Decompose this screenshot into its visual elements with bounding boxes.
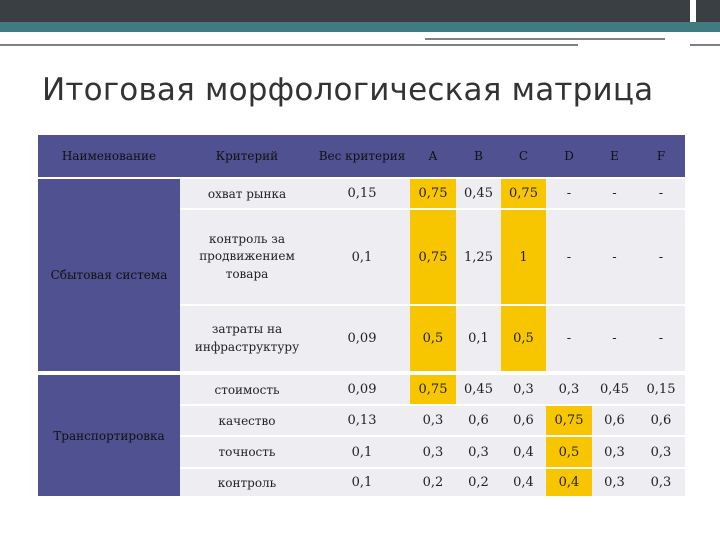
- value-cell-f: 0,3: [637, 468, 685, 496]
- value-cell-f: 0,3: [637, 436, 685, 468]
- value-cell-b: 0,6: [456, 405, 501, 436]
- value-cell-c: 0,4: [501, 436, 546, 468]
- criterion-cell: качество: [180, 405, 314, 436]
- value-cell-f: 0,15: [637, 373, 685, 405]
- value-cell-f: 0,6: [637, 405, 685, 436]
- top-banner-dark: [0, 0, 720, 22]
- value-cell-d: 0,3: [546, 373, 592, 405]
- value-cell-e: 0,6: [592, 405, 637, 436]
- weight-cell: 0,1: [314, 436, 410, 468]
- value-cell-d: -: [546, 209, 592, 305]
- morphological-matrix-table: [38, 135, 685, 496]
- value-cell-a: 0,5: [410, 305, 456, 373]
- value-cell-d: 0,4: [546, 468, 592, 496]
- header-alt-f: F: [637, 135, 685, 178]
- value-cell-f: -: [637, 305, 685, 373]
- decorative-rule: [0, 44, 578, 46]
- top-banner-gap: [690, 0, 696, 22]
- value-cell-a: 0,75: [410, 178, 456, 209]
- header-criterion: Критерий: [180, 135, 314, 178]
- header-alt-e: E: [592, 135, 637, 178]
- value-cell-e: 0,45: [592, 373, 637, 405]
- group-name-sales-system: Сбытовая система: [38, 178, 180, 373]
- weight-cell: 0,13: [314, 405, 410, 436]
- value-cell-b: 1,25: [456, 209, 501, 305]
- decorative-rule: [425, 38, 665, 40]
- value-cell-d: -: [546, 305, 592, 373]
- header-alt-b: B: [456, 135, 501, 178]
- value-cell-c: 0,3: [501, 373, 546, 405]
- value-cell-e: -: [592, 178, 637, 209]
- value-cell-d: 0,75: [546, 405, 592, 436]
- table-row: [38, 178, 685, 209]
- criterion-cell: стоимость: [180, 373, 314, 405]
- value-cell-e: -: [592, 305, 637, 373]
- header-alt-c: C: [501, 135, 546, 178]
- value-cell-c: 0,75: [501, 178, 546, 209]
- criterion-cell: охват рынка: [180, 178, 314, 209]
- value-cell-a: 0,2: [410, 468, 456, 496]
- value-cell-e: 0,3: [592, 468, 637, 496]
- value-cell-c: 0,4: [501, 468, 546, 496]
- header-alt-d: D: [546, 135, 592, 178]
- weight-cell: 0,1: [314, 209, 410, 305]
- value-cell-b: 0,1: [456, 305, 501, 373]
- value-cell-d: 0,5: [546, 436, 592, 468]
- value-cell-a: 0,3: [410, 436, 456, 468]
- criterion-cell: контроль: [180, 468, 314, 496]
- value-cell-f: -: [637, 178, 685, 209]
- criterion-text: контроль за продвижением товара: [199, 231, 295, 281]
- value-cell-b: 0,2: [456, 468, 501, 496]
- table-row: [38, 373, 685, 405]
- header-name: Наименование: [38, 135, 180, 178]
- weight-cell: 0,15: [314, 178, 410, 209]
- value-cell-f: -: [637, 209, 685, 305]
- top-banner-teal: [0, 22, 720, 32]
- value-cell-b: 0,3: [456, 436, 501, 468]
- header-alt-a: A: [410, 135, 456, 178]
- value-cell-a: 0,75: [410, 209, 456, 305]
- value-cell-a: 0,75: [410, 373, 456, 405]
- value-cell-c: 0,6: [501, 405, 546, 436]
- decorative-rule: [690, 44, 720, 46]
- value-cell-c: 0,5: [501, 305, 546, 373]
- slide-title: Итоговая морфологическая матрица: [42, 72, 654, 108]
- value-cell-b: 0,45: [456, 178, 501, 209]
- criterion-text: затраты на инфраструктуру: [194, 322, 300, 354]
- weight-cell: 0,09: [314, 373, 410, 405]
- value-cell-e: -: [592, 209, 637, 305]
- value-cell-c: 1: [501, 209, 546, 305]
- value-cell-b: 0,45: [456, 373, 501, 405]
- criterion-cell: точность: [180, 436, 314, 468]
- header-weight: Вес критерия: [314, 135, 410, 178]
- weight-cell: 0,09: [314, 305, 410, 373]
- value-cell-a: 0,3: [410, 405, 456, 436]
- weight-cell: 0,1: [314, 468, 410, 496]
- criterion-cell: [180, 305, 314, 373]
- value-cell-e: 0,3: [592, 436, 637, 468]
- value-cell-d: -: [546, 178, 592, 209]
- table-header-row: [38, 135, 685, 178]
- group-name-transportation: Транспортировка: [38, 373, 180, 496]
- criterion-cell: [180, 209, 314, 305]
